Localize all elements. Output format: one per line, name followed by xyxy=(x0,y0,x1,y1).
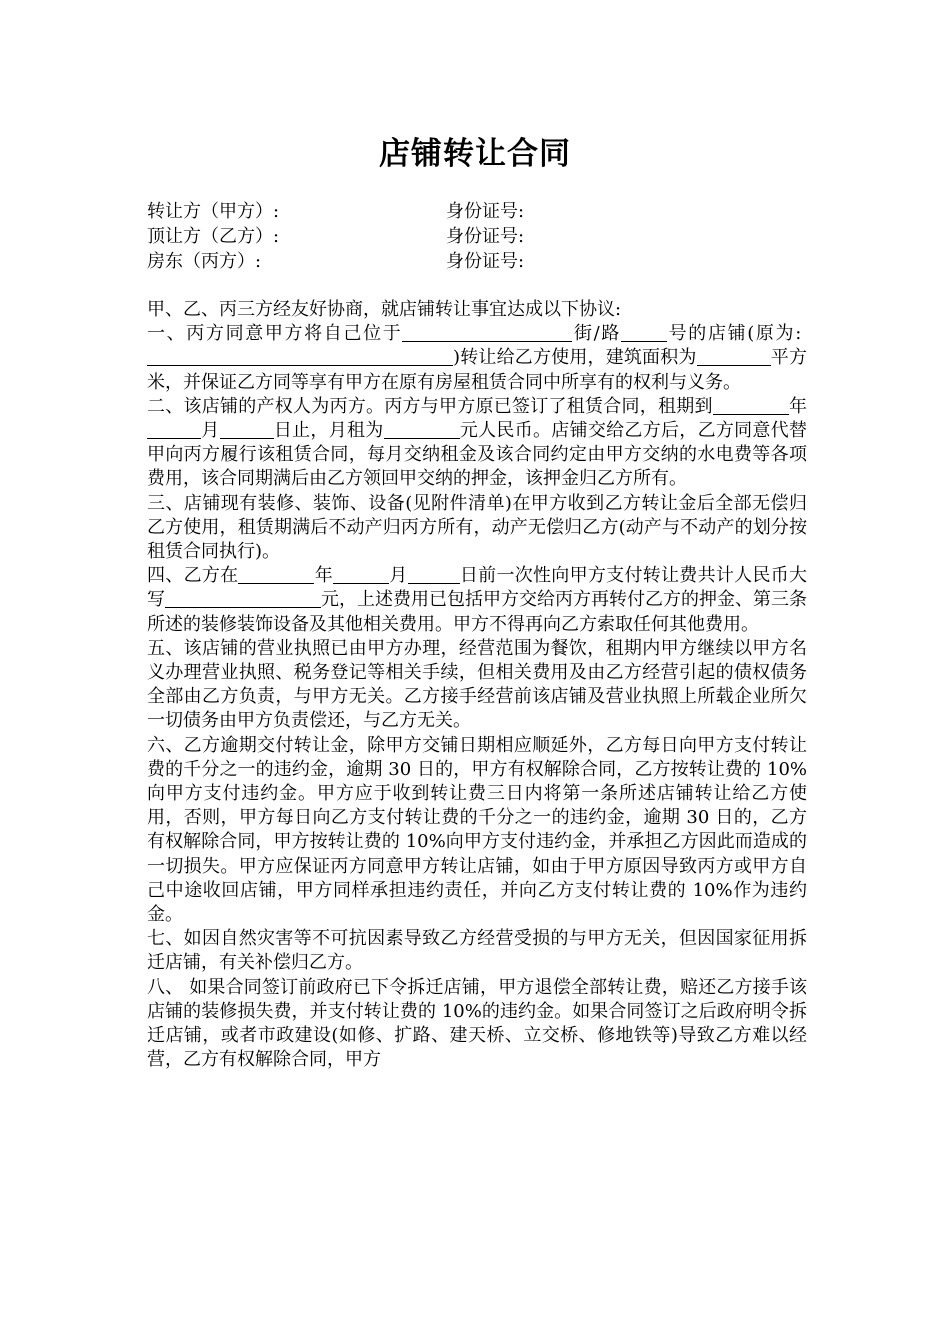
clause-2-text-b: 年 xyxy=(788,395,807,417)
clause-7: 七、如因自然灾害等不可抗因素导致乙方经营受损的与甲方无关，但因国家征用拆迁店铺，有关补偿归乙方。 xyxy=(147,928,807,974)
payment-year-blank xyxy=(238,565,314,584)
clause-2 xyxy=(147,395,807,492)
party-id-label: 身份证号: xyxy=(446,251,525,272)
party-label: 房东（丙方）: xyxy=(147,251,262,272)
number-blank xyxy=(621,323,667,342)
clause-4-text-b: 年 xyxy=(314,565,334,587)
payment-month-blank xyxy=(333,565,389,584)
clause-5: 五、该店铺的营业执照已由甲方办理，经营范围为餐饮，租期内甲方继续以甲方名义办理营业执照、税务登记等相关手续，但相关费用及由乙方经营引起的债权债务全部由乙方负责，与甲方无关。乙方接手经营前该店铺及营业执照上所载企业所欠一切债务由甲方负责偿还，与乙方无关。 xyxy=(147,637,807,732)
clause-1 xyxy=(147,322,807,395)
lease-month-blank xyxy=(147,420,201,439)
contract-body xyxy=(147,298,807,1073)
party-id-label: 身份证号: xyxy=(446,226,525,247)
party-label: 转让方（甲方）: xyxy=(147,201,280,222)
lease-year-blank xyxy=(713,396,789,415)
original-use-blank xyxy=(147,347,453,366)
clause-4-text-c: 月 xyxy=(389,565,408,587)
clause-4-text-a: 四、乙方在 xyxy=(147,565,239,587)
clause-4-text-e: 元，上述费用已包括甲方交给丙方再转付乙方的押金、第三条所述的装修装饰设备及其他相关费用。甲方不得再向乙方索取任何其他费用。 xyxy=(147,589,807,635)
party-id-label: 身份证号: xyxy=(446,201,525,222)
clause-6: 六、乙方逾期交付转让金，除甲方交铺日期相应顺延外，乙方每日向甲方支付转让费的千分之一的违约金，逾期 30 日的，甲方有权解除合同，乙方按转让费的 10%向甲方支付违约金。甲方应于收到转让费三日内将第一条所述店铺转让给乙方使用，否则，甲方每日向乙方支付转让费的千分之一的违约金，逾期 30 日的，乙方有权解除合同，甲方按转让费的 10%向甲方支付违约金，并承担乙方因此而造成的一切损失。甲方应保证丙方同意甲方转让店铺，如由于甲方原因导致丙方或甲方自己中途收回店铺，甲方同样承担违约责任，并向乙方支付转让费的 10%作为违约金。 xyxy=(147,734,807,926)
street-blank xyxy=(402,323,572,342)
clause-3: 三、店铺现有装修、装饰、设备(见附件清单)在甲方收到乙方转让金后全部无偿归乙方使用，租赁期满后不动产归丙方所有，动产无偿归乙方(动产与不动产的划分按租赁合同执行)。 xyxy=(147,492,807,563)
payment-day-blank xyxy=(408,565,460,584)
area-blank xyxy=(697,347,771,366)
clause-4 xyxy=(147,564,807,637)
clause-8: 八、 如果合同签订前政府已下令拆迁店铺，甲方退偿全部转让费，赔还乙方接手该店铺的装修损失费，并支付转让费的 10%的违约金。如果合同签订之后政府明令拆迁店铺，或者市政建设(如修、扩路、建天桥、立交桥、修地铁等)导致乙方难以经营，乙方有权解除合同，甲方 xyxy=(147,976,807,1071)
clause-1-text-c: 号的店铺(原为: xyxy=(667,323,802,345)
clause-1-text-e: 平方米，并保证乙方同等享有甲方在原有房屋租赁合同中所享有的权利与义务。 xyxy=(147,347,807,393)
clause-1-text-a: 一、丙方同意甲方将自己位于 xyxy=(147,323,403,345)
intro-paragraph: 甲、乙、丙三方经友好协商，就店铺转让事宜达成以下协议: xyxy=(147,299,622,320)
monthly-rent-blank xyxy=(384,420,460,439)
clause-2-text-a: 二、该店铺的产权人为丙方。丙方与甲方原已签订了租赁合同，租期到 xyxy=(147,395,713,417)
document-title: 店铺转让合同 xyxy=(379,136,571,172)
clause-2-text-d: 日止，月租为 xyxy=(273,420,384,442)
clause-1-text-b: 街/路 xyxy=(572,323,622,345)
party-label: 顶让方（乙方）: xyxy=(147,226,280,247)
lease-day-blank xyxy=(220,420,274,439)
clause-1-text-d: )转让给乙方使用，建筑面积为 xyxy=(453,347,697,369)
clause-2-text-e: 元人民币。店铺交给乙方后，乙方同意代替甲向丙方履行该租赁合同，每月交纳租金及该合同约定由甲方交纳的水电费等各项费用，该合同期满后由乙方领回甲交纳的押金，该押金归乙方所有。 xyxy=(147,420,808,490)
clause-4-text-d: 日前一次性向甲方支付转让费共计人民币大写 xyxy=(147,565,808,611)
clause-2-text-c: 月 xyxy=(201,420,220,442)
amount-in-words-blank xyxy=(165,589,321,608)
